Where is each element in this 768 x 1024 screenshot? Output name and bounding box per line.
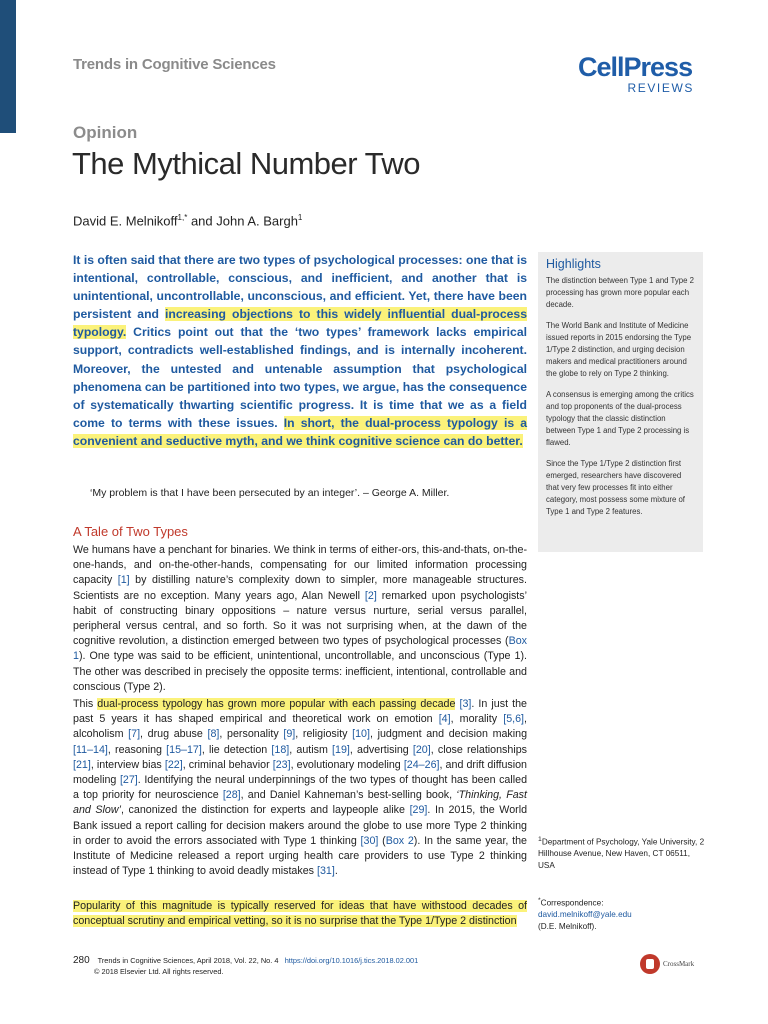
box-link[interactable]: Box 2: [385, 834, 414, 847]
body-text: (: [378, 834, 386, 847]
highlights-box: [538, 252, 703, 552]
reference-link[interactable]: [20]: [412, 743, 431, 756]
doi-link[interactable]: https://doi.org/10.1016/j.tics.2018.02.001: [284, 956, 419, 965]
body-paragraph: [73, 899, 527, 929]
reference-link[interactable]: [2]: [364, 589, 377, 602]
body-text: , canonized the distinction for experts and laypeople alike: [120, 804, 410, 817]
body-text: , close relationships: [430, 743, 527, 756]
page-number: 280: [73, 955, 90, 966]
abstract-highlight: increasing objections to this widely influential dual-process typology.: [73, 307, 527, 340]
reference-link[interactable]: [10]: [352, 728, 370, 741]
book-title: ‘Thinking, Fast and Slow’: [73, 789, 527, 817]
body-text: , and Daniel Kahneman’s best-selling book,: [240, 789, 457, 802]
email-link[interactable]: david.melnikoff@yale.edu: [538, 910, 632, 920]
cellpress-logo: [578, 52, 698, 95]
reference-link[interactable]: [31]: [316, 865, 335, 878]
box-link[interactable]: Box 1: [73, 635, 527, 663]
abstract-text: Critics point out that the ‘two types’ framework lacks empirical support, contradicts well-established findings, and is internally incoherent. Moreover, the untested and untenable assumption that psychological phenomena can be partitioned into two types, we argue, has the consequence of systematically thwarting scientific progress. It is time that we as a field come to terms with these issues.: [73, 325, 527, 430]
body-text: , alcoholism: [73, 713, 527, 741]
crossmark-badge[interactable]: [640, 954, 694, 974]
highlight-item: Since the Type 1/Type 2 distinction first emerged, researchers have discovered that very few processes fit into either category, most possess some mixture of Type 1 and Type 2 features.: [546, 459, 685, 516]
reference-link[interactable]: [1]: [117, 574, 130, 587]
correspondence-mark: *: [538, 897, 541, 904]
logo-main-text: CellPress: [578, 52, 693, 82]
body-text: , autism: [289, 743, 333, 756]
reference-link[interactable]: [23]: [272, 758, 291, 771]
highlight-item: The World Bank and Institute of Medicine issued reports in 2015 endorsing the Type 1/Type 2 distinction, and urging decision makers and medical practitioners around the globe to rely on Type 2 thinking.: [546, 321, 692, 378]
reference-link[interactable]: [27]: [119, 774, 138, 787]
body-text: . Identifying the neural underpinnings of the two types of thought has been called a top priority for neuroscience: [73, 774, 528, 802]
reference-link[interactable]: [22]: [164, 758, 183, 771]
author-name: John A. Bargh: [216, 213, 298, 229]
reference-link[interactable]: [3]: [459, 698, 472, 710]
affiliation-text: Department of Psychology, Yale University, 2 Hillhouse Avenue, New Haven, CT 06511, USA: [538, 837, 705, 870]
reference-link[interactable]: [5,6]: [503, 713, 525, 726]
body-highlight: dual-process typology has grown more popular with each passing decade: [97, 698, 456, 710]
crossmark-label: CrossMark: [663, 960, 695, 968]
left-accent-bar: [0, 0, 16, 133]
reference-link[interactable]: [24–26]: [403, 758, 440, 771]
affiliation-mark: 1: [538, 836, 542, 843]
body-text: , lie detection: [201, 743, 272, 756]
body-text: remarked upon psychologists’ habit of constructing binary oppositions – nature versus nurture, serial versus parallel, peripheral versus central, and so forth. So it was not surprising when, at the dawn of the cognitive revolution, a distinction emerged between two types of psychological processes (: [73, 589, 527, 648]
body-text: , judgment and decision making: [369, 728, 528, 741]
article-title: The Mythical Number Two: [72, 146, 420, 181]
body-text: . In 2015, the World Bank issued a report calling for decision makers around the globe to use more Type 2 thinking in order to avoid the errors associated with Type 1 thinking: [73, 804, 528, 847]
reference-link[interactable]: [19]: [332, 743, 350, 756]
body-highlight: Popularity of this magnitude is typically reserved for ideas that have withstood decades of conceptual scrutiny and empirical vetting, so it is no surprise that the Type 1/Type 2 distinction: [73, 900, 527, 928]
body-text: , religiosity: [295, 728, 353, 741]
reference-link[interactable]: [4]: [438, 713, 451, 726]
section-heading: A Tale of Two Types: [73, 524, 188, 539]
crossmark-icon: [640, 954, 660, 974]
body-text: , criminal behavior: [182, 758, 273, 771]
journal-citation: Trends in Cognitive Sciences, April 2018, Vol. 22, No. 4: [97, 956, 279, 965]
body-text: We humans have a penchant for binaries. We think in terms of either-ors, this-and-thats, on-the-one-hands, and on-the-other-hands, compensating for our limited information processing capacity: [73, 544, 527, 587]
highlight-item: A consensus is emerging among the critics and top proponents of the dual-process typology that the classic distinction between Type 1 and Type 2 processing is flawed.: [546, 390, 694, 447]
highlight-item: The distinction between Type 1 and Type 2 processing has grown more popular each decade.: [546, 276, 694, 309]
abstract: [73, 251, 527, 450]
reference-link[interactable]: [21]: [73, 758, 91, 771]
abstract-text: It is often said that there are two types of psychological processes: one that is intentional, controllable, conscious, and inefficient, and another that is unintentional, uncontrollable, unconscious, and efficient. Yet, there have been persistent and: [73, 253, 527, 322]
correspondence-name: (D.E. Melnikoff).: [538, 921, 597, 931]
highlights-title: Highlights: [546, 257, 601, 271]
body-text: ). In the same year, the Institute of Medicine released a report urging health care providers to use Type 2 thinking instead of Type 1 thinking to avoid deadly mistakes: [73, 834, 527, 878]
body-text: , interview bias: [90, 758, 165, 771]
body-text: by distilling nature’s complexity down to simpler, more manageable structures. Scientists are no exception. Many years ago, Alan Newell: [73, 574, 527, 602]
author-line: [73, 213, 302, 228]
body-text: , and drift diffusion modeling: [73, 758, 528, 787]
body-text: , drug abuse: [140, 728, 208, 741]
correspondence-label: Correspondence:: [540, 898, 604, 908]
body-text: , advertising: [349, 743, 413, 756]
body-text: . In just the past 5 years it has shaped empirical and theoretical work on emotion: [73, 698, 527, 726]
epigraph-quote: ‘My problem is that I have been persecuted by an integer’. – George A. Miller.: [90, 487, 450, 499]
reference-link[interactable]: [15–17]: [166, 743, 202, 756]
body-text: , morality: [450, 713, 504, 726]
reference-link[interactable]: [28]: [222, 789, 241, 802]
correspondence-note: [538, 895, 708, 932]
body-text: , personality: [219, 728, 284, 741]
reference-link[interactable]: [29]: [409, 804, 428, 817]
author-affiliation-mark: 1: [297, 213, 303, 222]
affiliation-note: [538, 834, 708, 871]
body-text: , reasoning: [107, 743, 167, 756]
article-type: Opinion: [73, 123, 138, 142]
body-text: .: [334, 865, 338, 878]
page-footer: [73, 955, 418, 966]
body-text: ). One type was said to be efficient, unintentional, uncontrollable, and unconscious (Type 1). The other was described in precisely the opposite terms: inefficient, intentional, controllable and conscious (Type 2).: [73, 650, 527, 693]
copyright-notice: © 2018 Elsevier Ltd. All rights reserved.: [94, 967, 224, 976]
author-name: David E. Melnikoff: [73, 213, 178, 229]
author-conjunction: and: [187, 213, 217, 229]
reference-link[interactable]: [18]: [271, 743, 290, 756]
logo-sub-text: REVIEWS: [627, 81, 694, 95]
body-text: , evolutionary modeling: [290, 758, 404, 771]
reference-link[interactable]: [8]: [207, 728, 220, 741]
author-affiliation-mark: 1,*: [177, 213, 188, 222]
journal-name: Trends in Cognitive Sciences: [73, 56, 276, 73]
reference-link[interactable]: [7]: [128, 728, 141, 741]
body-text: This: [73, 698, 98, 710]
body-paragraph: [73, 543, 527, 695]
reference-link[interactable]: [30]: [360, 834, 379, 847]
body-paragraph: [73, 697, 527, 879]
abstract-highlight: In short, the dual-process typology is a convenient and seductive myth, and we think cognitive science can do better.: [73, 415, 527, 448]
reference-link[interactable]: [9]: [283, 728, 296, 741]
reference-link[interactable]: [11–14]: [73, 743, 108, 756]
